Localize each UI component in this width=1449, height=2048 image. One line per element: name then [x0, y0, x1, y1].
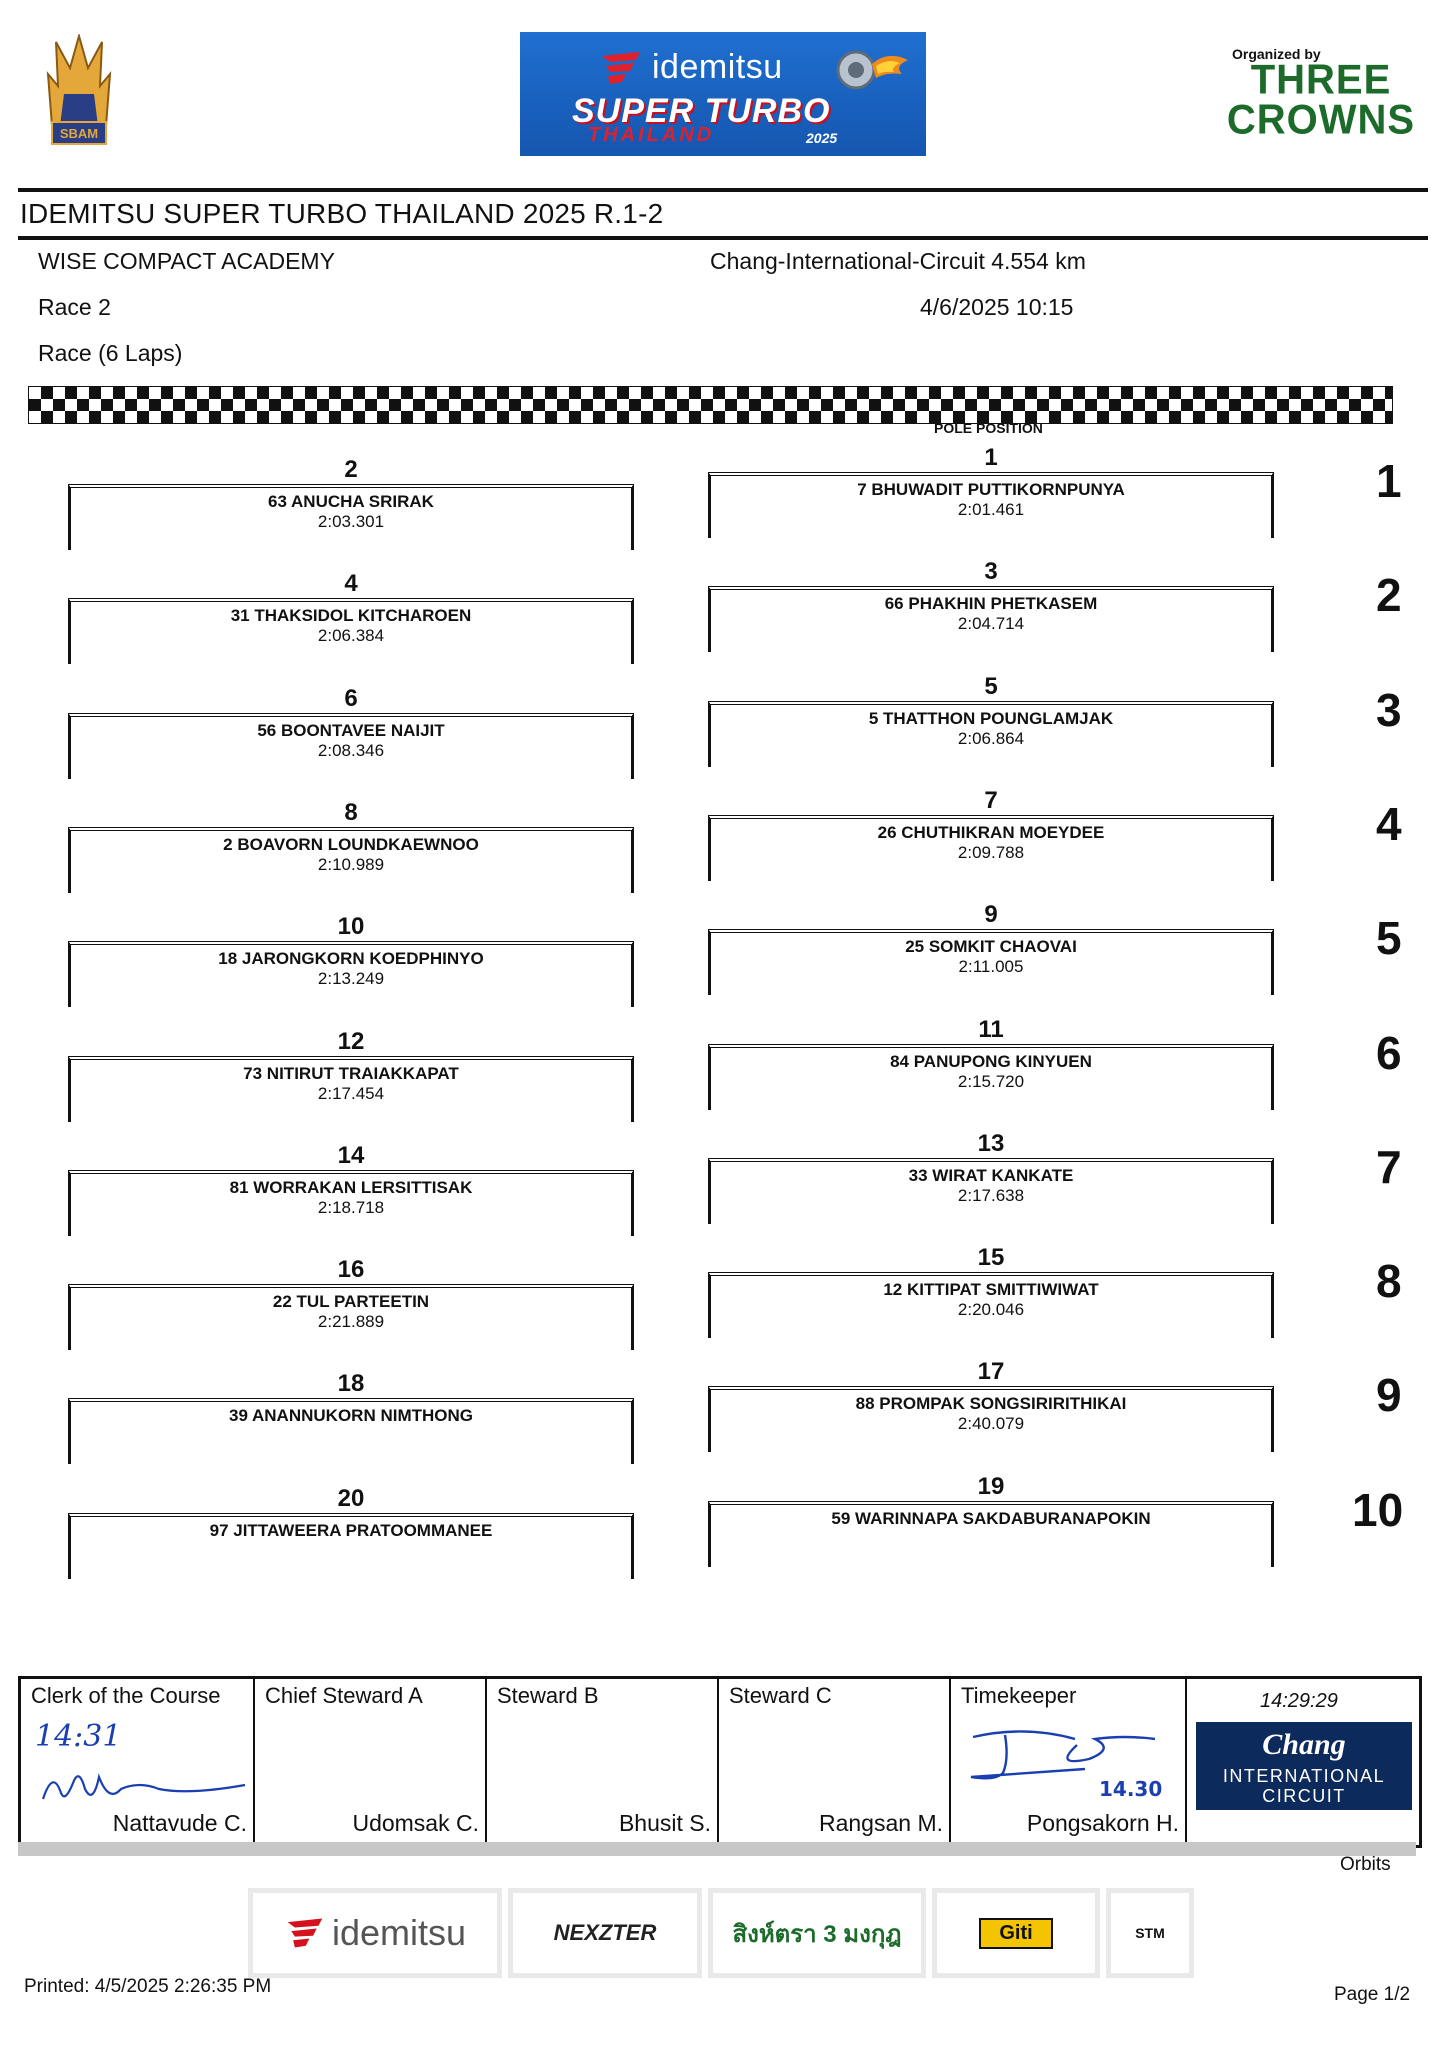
session-name: WISE COMPACT ACADEMY [38, 248, 335, 274]
driver-name: 12 KITTIPAT SMITTIWIWAT [883, 1280, 1099, 1299]
lap-time: 2:01.461 [957, 500, 1025, 519]
grid-box [68, 1056, 634, 1122]
grid-row-number: 7 [1376, 1141, 1402, 1193]
driver-name: 2 BOAVORN LOUNDKAEWNOO [223, 835, 479, 854]
printed-timestamp: Printed: 4/5/2025 2:26:35 PM [24, 1976, 272, 1997]
grid-slot-right [708, 444, 1274, 519]
grid-position: 13 [977, 1130, 1005, 1157]
chang-logo-word: Chang [1262, 1728, 1346, 1761]
lap-time: 2:04.714 [957, 614, 1025, 633]
lap-time: 2:17.638 [957, 1186, 1025, 1205]
timing-provider-label: Orbits [1340, 1854, 1391, 1875]
official-name: Pongsakorn H. [1026, 1810, 1179, 1836]
grid-box [708, 1272, 1274, 1338]
grid-slot-right [708, 1130, 1274, 1205]
chang-logo-line2: CIRCUIT [1262, 1786, 1346, 1806]
grid-position: 19 [977, 1473, 1005, 1500]
sponsor-nexzter [508, 1888, 702, 1978]
grid-slot-left [68, 799, 634, 874]
grid-box [708, 1044, 1274, 1110]
grid-box [708, 472, 1274, 538]
grid-position: 2 [344, 456, 358, 483]
driver-name: 56 BOONTAVEE NAIJIT [257, 721, 445, 740]
three-crowns-line1: THREE [1250, 56, 1392, 104]
sponsor-giti [932, 1888, 1100, 1978]
grid-row-number: 6 [1376, 1027, 1402, 1079]
grid-slot-right [708, 1475, 1274, 1545]
grid-slot-left [68, 685, 634, 760]
driver-name: 26 CHUTHIKRAN MOEYDEE [877, 823, 1105, 842]
driver-name: 81 WORRAKAN LERSITTISAK [229, 1178, 473, 1197]
grid-box [708, 1158, 1274, 1224]
official-name: Rangsan M. [818, 1810, 943, 1836]
official-name: Bhusit S. [618, 1810, 711, 1836]
idemitsu-super-turbo-banner [520, 32, 926, 156]
grid-position: 5 [984, 673, 998, 700]
driver-name: 25 SOMKIT CHAOVAI [905, 937, 1077, 956]
grid-position: 18 [337, 1370, 365, 1397]
driver-name: 59 WARINNAPA SAKDABURANAPOKIN [831, 1509, 1151, 1528]
grid-box [708, 1501, 1274, 1567]
race-laps: Race (6 Laps) [38, 340, 183, 366]
grid-row-number: 5 [1376, 912, 1402, 964]
lap-time: 2:40.079 [957, 1414, 1025, 1433]
grid-slot-right [708, 558, 1274, 633]
clerk-signature-icon [39, 1759, 249, 1811]
idemitsu-wing-icon [284, 1916, 324, 1950]
lap-time: 2:13.249 [317, 969, 385, 988]
grid-box [708, 929, 1274, 995]
grid-box [68, 827, 634, 893]
grid-slot-right [708, 1358, 1274, 1433]
lap-time: 2:03.301 [317, 512, 385, 531]
timing-provider-bar [18, 1842, 1416, 1856]
grid-box [68, 1284, 634, 1350]
grid-box [68, 713, 634, 779]
grid-slot-right [708, 901, 1274, 976]
driver-name: 88 PROMPAK SONGSIRIRITHIKAI [855, 1394, 1127, 1413]
grid-slot-left [68, 1256, 634, 1331]
grid-row-number: 4 [1376, 798, 1402, 850]
grid-position: 14 [337, 1142, 365, 1169]
grid-box [68, 1398, 634, 1464]
grid-row-number: 9 [1376, 1369, 1402, 1421]
lap-time: 2:18.718 [317, 1198, 385, 1217]
pole-position-label: POLE POSITION [934, 420, 1043, 436]
grid-row-number: 2 [1376, 569, 1402, 621]
grid-box [708, 1386, 1274, 1452]
sbam-crest-logo [44, 34, 114, 152]
chang-circuit-logo [1196, 1722, 1412, 1810]
grid-slot-left [68, 1028, 634, 1103]
driver-name: 31 THAKSIDOL KITCHAROEN [230, 606, 472, 625]
grid-slot-left [68, 1372, 634, 1442]
grid-row-number: 3 [1376, 684, 1402, 736]
race-label: Race 2 [38, 294, 111, 320]
driver-name: 33 WIRAT KANKATE [908, 1166, 1074, 1185]
idemitsu-wing-icon [598, 50, 642, 86]
grid-slot-right [708, 787, 1274, 862]
lap-time: 2:10.989 [317, 855, 385, 874]
grid-position: 20 [337, 1485, 365, 1512]
grid-row-number: 8 [1376, 1255, 1402, 1307]
grid-slot-left [68, 1487, 634, 1557]
grid-row-number: 1 [1376, 455, 1402, 507]
circuit-name: Chang-International-Circuit 4.554 km [710, 248, 1086, 274]
sponsor-idemitsu [248, 1888, 502, 1978]
driver-name: 7 BHUWADIT PUTTIKORNPUNYA [857, 480, 1125, 499]
svg-text:SBAM: SBAM [59, 126, 99, 141]
grid-slot-left [68, 570, 634, 645]
official-role: Steward C [729, 1683, 832, 1708]
sponsor-stm [1106, 1888, 1194, 1978]
driver-name: 97 JITTAWEERA PRATOOMMANEE [209, 1521, 493, 1540]
title-rule-bottom [18, 236, 1428, 240]
official-name: Nattavude C. [112, 1810, 247, 1836]
grid-row-number: 10 [1352, 1484, 1404, 1536]
lap-time: 2:17.454 [317, 1084, 385, 1103]
driver-name: 84 PANUPONG KINYUEN [890, 1052, 1092, 1071]
title-rule-top [18, 188, 1428, 192]
sponsor-name: idemitsu [331, 1912, 467, 1953]
event-title: IDEMITSU SUPER TURBO THAILAND 2025 R.1-2 [20, 198, 664, 229]
driver-name: 73 NITIRUT TRAIAKKAPAT [243, 1064, 459, 1083]
grid-slot-right [708, 673, 1274, 748]
driver-name: 66 PHAKHIN PHETKASEM [884, 594, 1098, 613]
sponsor-name: สิงห์ตรา 3 มงกุฎ [732, 1920, 902, 1948]
checkered-flag-bar [28, 386, 1393, 424]
three-crowns-logo [1226, 56, 1416, 144]
grid-slot-right [708, 1016, 1274, 1091]
official-role: Clerk of the Course [31, 1683, 221, 1708]
grid-box [708, 701, 1274, 767]
turbo-flame-icon [832, 44, 910, 94]
grid-box [708, 815, 1274, 881]
grid-slot-left [68, 456, 634, 531]
signature-cell-clerk [21, 1679, 255, 1845]
grid-position: 1 [984, 444, 998, 471]
grid-position: 17 [977, 1358, 1005, 1385]
signature-cell-steward-c [719, 1679, 951, 1845]
page-number: Page 1/2 [1334, 1984, 1411, 2005]
grid-box [68, 598, 634, 664]
driver-name: 63 ANUCHA SRIRAK [268, 492, 434, 511]
report-clock: 14:29:29 [1260, 1690, 1338, 1712]
lap-time: 2:11.005 [958, 957, 1024, 976]
driver-name: 18 JARONGKORN KOEDPHINYO [218, 949, 484, 968]
grid-slot-left [68, 1142, 634, 1217]
lap-time: 2:15.720 [957, 1072, 1025, 1091]
grid-box [68, 941, 634, 1007]
handwritten-time: 14:31 [35, 1719, 122, 1754]
signature-cell-steward-b [487, 1679, 719, 1845]
grid-position: 16 [337, 1256, 365, 1283]
lap-time: 2:06.384 [317, 626, 385, 645]
banner-subtitle: THAILAND [588, 124, 715, 146]
handwritten-time: 14.30 [1099, 1777, 1163, 1801]
sponsor-name: Giti [979, 1918, 1052, 1949]
grid-position: 10 [337, 913, 365, 940]
lap-time: 2:08.346 [317, 741, 385, 760]
driver-name: 39 ANANNUKORN NIMTHONG [229, 1406, 473, 1425]
grid-position: 9 [984, 901, 998, 928]
chang-logo-line1: INTERNATIONAL [1222, 1766, 1386, 1786]
grid-position: 12 [337, 1028, 365, 1055]
signature-cell-chief-steward [255, 1679, 487, 1845]
grid-box [708, 586, 1274, 652]
official-role: Timekeeper [961, 1683, 1077, 1708]
race-datetime: 4/6/2025 10:15 [920, 294, 1074, 320]
official-role: Steward B [497, 1683, 599, 1708]
banner-brand: idemitsu [652, 48, 783, 86]
grid-box [68, 1513, 634, 1579]
banner-title: SUPER TURBO [572, 92, 831, 130]
three-crowns-line2: CROWNS [1226, 96, 1416, 144]
sponsor-name: NEXZTER [553, 1920, 657, 1945]
grid-box [68, 1170, 634, 1236]
grid-position: 3 [984, 558, 998, 585]
grid-position: 7 [984, 787, 998, 814]
sponsor-three-crowns-paint [708, 1888, 926, 1978]
grid-position: 4 [344, 570, 358, 597]
grid-slot-left [68, 913, 634, 988]
official-role: Chief Steward A [265, 1683, 423, 1708]
driver-name: 22 TUL PARTEETIN [272, 1292, 430, 1311]
official-name: Udomsak C. [352, 1810, 479, 1836]
lap-time: 2:21.889 [317, 1312, 385, 1331]
banner-year: 2025 [806, 130, 838, 146]
lap-time: 2:20.046 [957, 1300, 1025, 1319]
grid-box [68, 484, 634, 550]
lap-time: 2:06.864 [957, 729, 1025, 748]
grid-slot-right [708, 1244, 1274, 1319]
sponsor-name: STM [1135, 1925, 1165, 1941]
signature-cell-timekeeper [951, 1679, 1187, 1845]
grid-position: 11 [978, 1016, 1004, 1043]
grid-position: 15 [977, 1244, 1005, 1271]
driver-name: 5 THATTHON POUNGLAMJAK [868, 709, 1114, 728]
lap-time: 2:09.788 [957, 843, 1025, 862]
organized-by-label: Organized by [1232, 46, 1321, 62]
grid-position: 8 [344, 799, 358, 826]
grid-position: 6 [344, 685, 358, 712]
